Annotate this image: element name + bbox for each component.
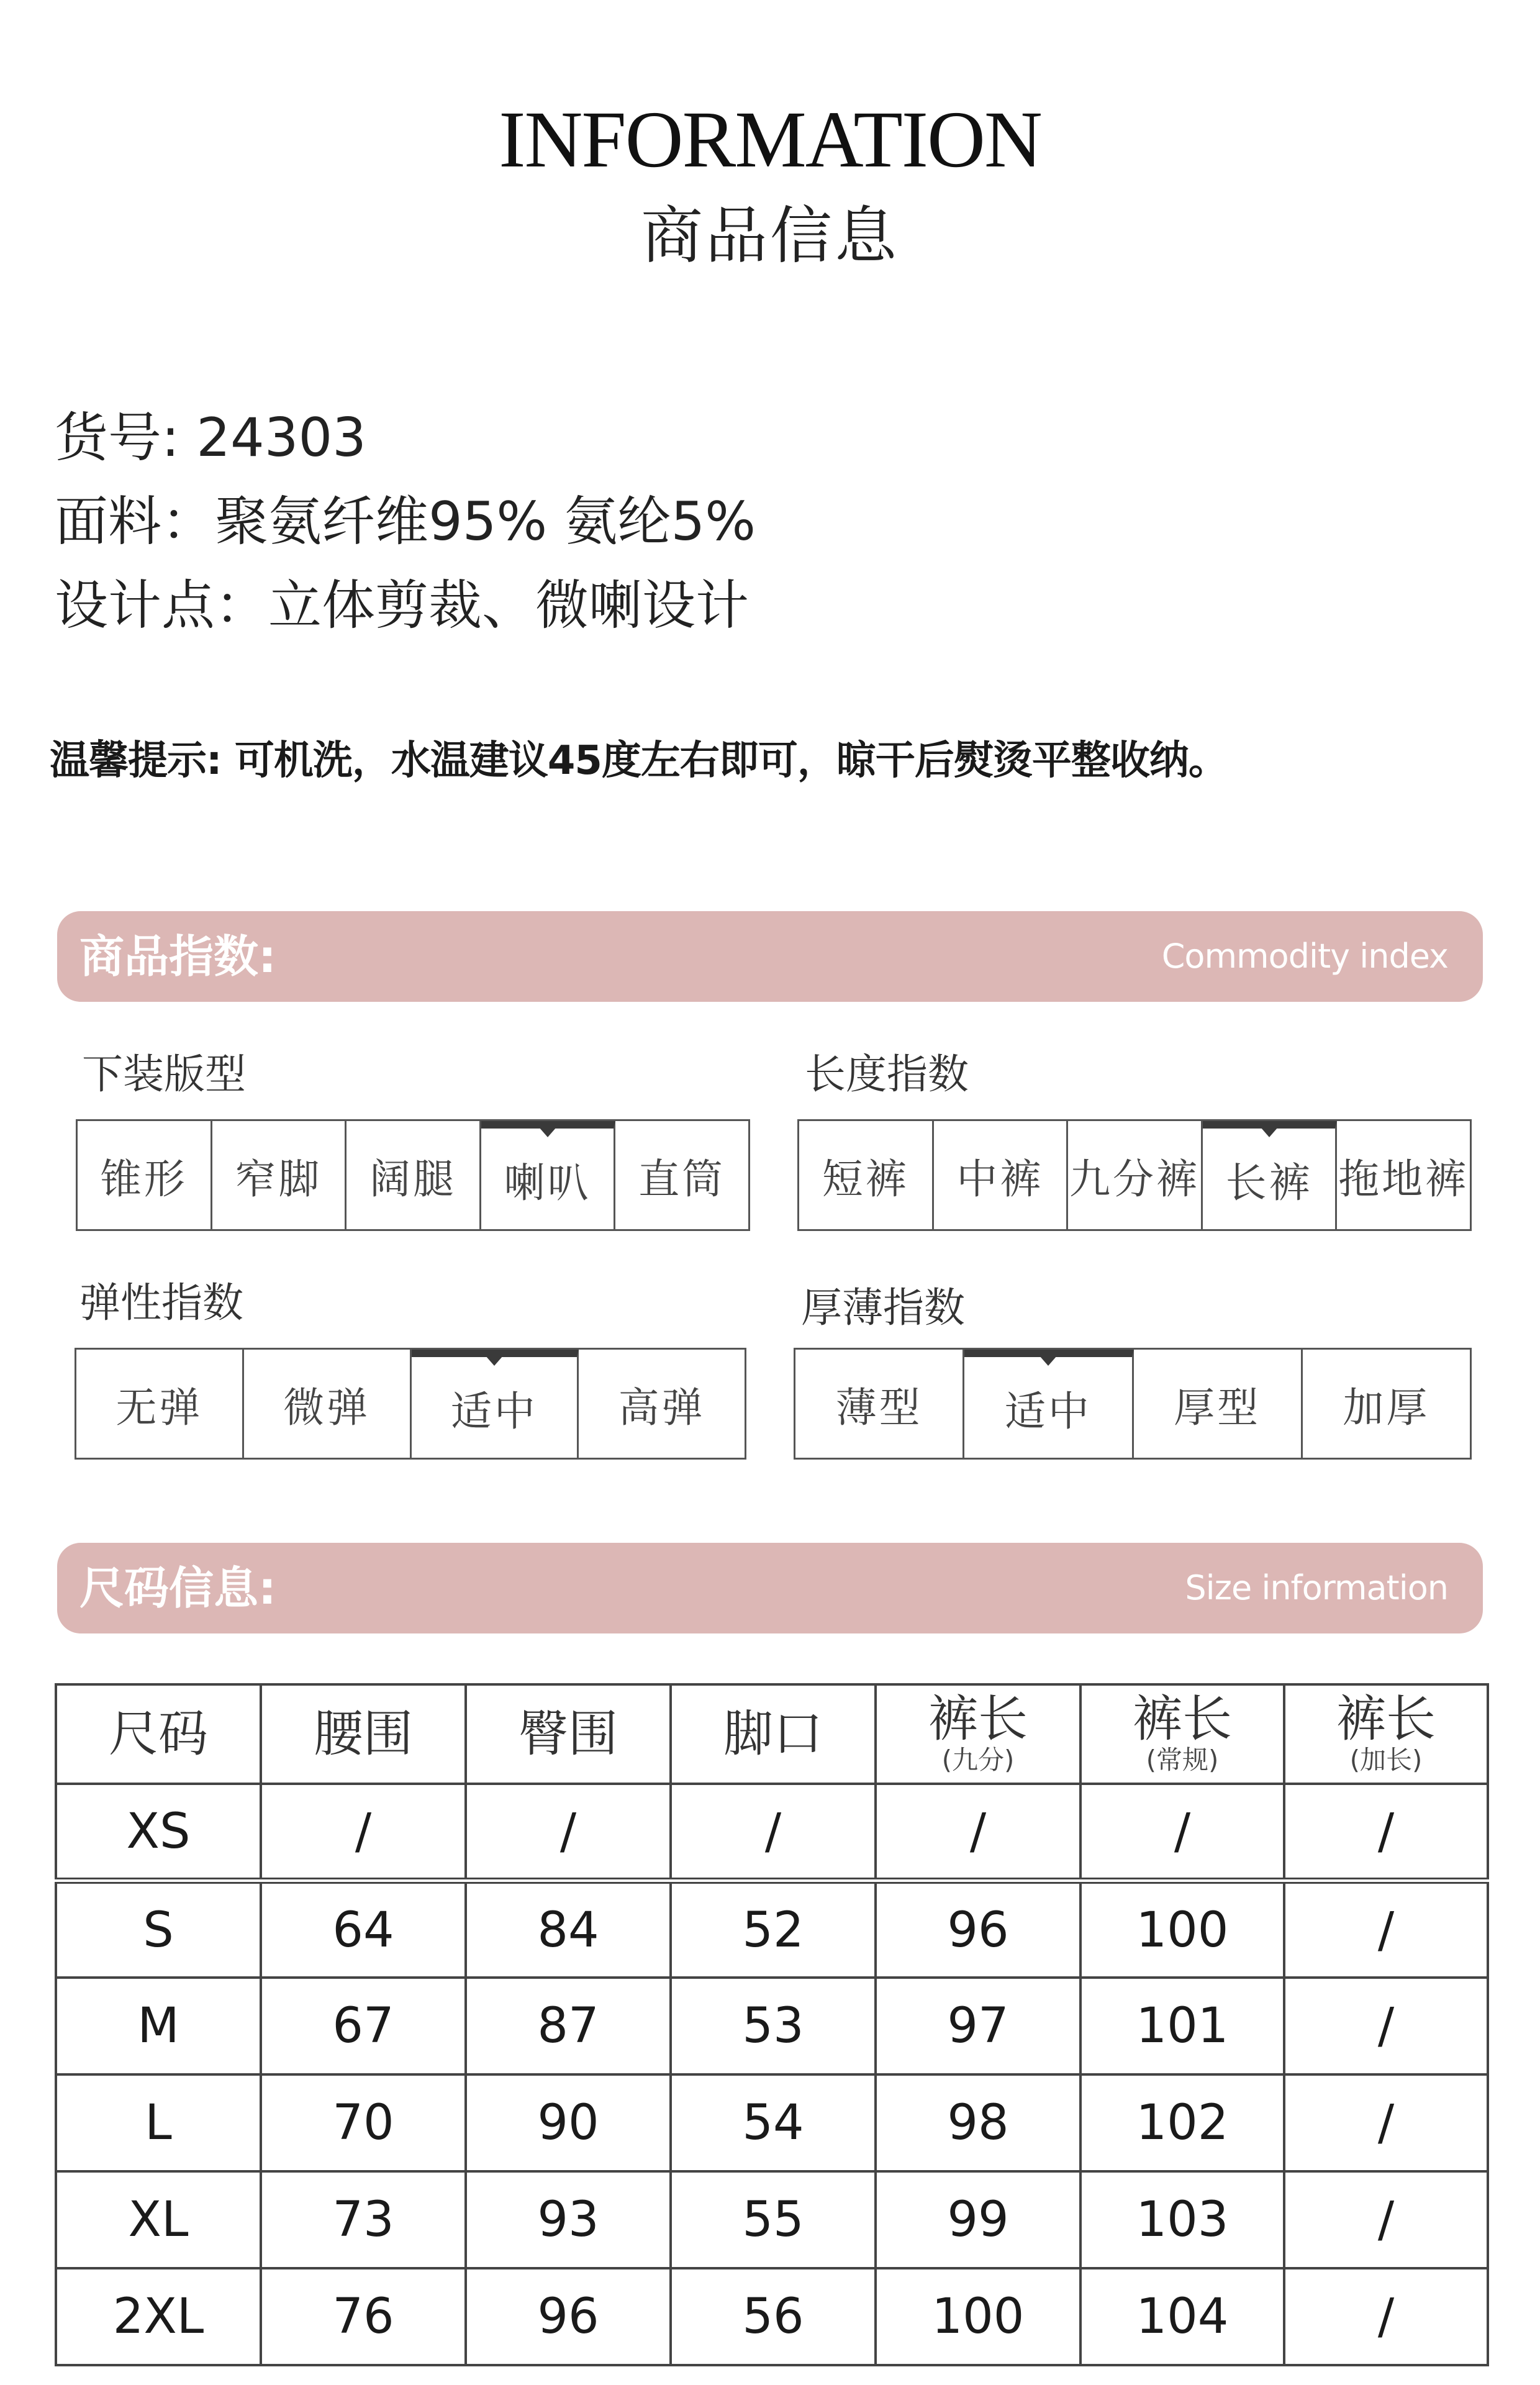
selected-marker-icon xyxy=(1040,1356,1057,1366)
size-table-header-cell xyxy=(466,1684,671,1784)
measurement-cell: 73 xyxy=(261,2171,466,2268)
index-option-label: 加厚 xyxy=(1343,1383,1430,1432)
size-table-body xyxy=(56,1784,1488,2365)
index-option-selected xyxy=(481,1121,616,1229)
index-option-label: 微弹 xyxy=(283,1383,371,1432)
index-option-label: 阔腿 xyxy=(369,1155,456,1203)
measurement-cell: 70 xyxy=(261,2074,466,2171)
table-row xyxy=(56,1978,1488,2074)
product-sku: 货号: 24303 xyxy=(55,407,366,469)
measurement-cell: 84 xyxy=(466,1881,671,1978)
index-option-label: 窄脚 xyxy=(235,1155,322,1203)
index-option-label: 适中 xyxy=(1004,1387,1092,1435)
measurement-cell: / xyxy=(1284,2074,1488,2171)
index-option-row xyxy=(76,1119,750,1231)
size-table-header-cell xyxy=(671,1684,876,1784)
commodity-index-header xyxy=(57,911,1483,1002)
size-table-header-row xyxy=(56,1684,1488,1784)
measurement-cell: / xyxy=(1284,2171,1488,2268)
measurement-cell: 76 xyxy=(261,2268,466,2365)
table-row xyxy=(56,2074,1488,2171)
index-option xyxy=(795,1350,964,1458)
index-option-row xyxy=(75,1348,746,1460)
measurement-cell: / xyxy=(876,1784,1080,1881)
index-option-selected xyxy=(964,1350,1133,1458)
care-tip: 温馨提示: 可机洗，水温建议45度左右即可，晾干后熨烫平整收纳。 xyxy=(50,738,1228,784)
index-option xyxy=(212,1121,347,1229)
size-label-cell: 2XL xyxy=(56,2268,261,2365)
header-main-label: 臀围 xyxy=(519,1705,618,1763)
header-main-label: 尺码 xyxy=(109,1705,208,1763)
measurement-cell: 56 xyxy=(671,2268,876,2365)
index-option xyxy=(1134,1350,1303,1458)
index-option xyxy=(346,1121,481,1229)
header-main-label: 腰围 xyxy=(314,1705,413,1763)
measurement-cell: 104 xyxy=(1080,2268,1284,2365)
index-option xyxy=(76,1350,244,1458)
measurement-cell: 87 xyxy=(466,1978,671,2074)
measurement-cell: 99 xyxy=(876,2171,1080,2268)
measurement-cell: 102 xyxy=(1080,2074,1284,2171)
table-row xyxy=(56,1881,1488,1978)
measurement-cell: / xyxy=(1284,1784,1488,1881)
header-main-label: 裤长 xyxy=(1133,1690,1232,1748)
product-design-points: 设计点：立体剪裁、微喇设计 xyxy=(55,575,749,637)
index-option xyxy=(244,1350,412,1458)
measurement-cell: 54 xyxy=(671,2074,876,2171)
page-title-chinese: 商品信息 xyxy=(641,199,899,272)
selected-marker-icon xyxy=(539,1127,556,1137)
header-main-label: 裤长 xyxy=(928,1690,1028,1748)
size-info-title: 尺码信息: xyxy=(79,1562,276,1614)
index-option-selected xyxy=(1203,1121,1338,1229)
size-label-cell: L xyxy=(56,2074,261,2171)
index-option-label: 厚型 xyxy=(1174,1383,1261,1432)
commodity-index-title-en: Commodity index xyxy=(1161,937,1448,976)
size-table-header-cell xyxy=(56,1684,261,1784)
index-option xyxy=(579,1350,745,1458)
measurement-cell: / xyxy=(261,1784,466,1881)
measurement-cell: 52 xyxy=(671,1881,876,1978)
measurement-cell: 100 xyxy=(876,2268,1080,2365)
page-title-english: INFORMATION xyxy=(499,95,1041,184)
index-option-label: 喇叭 xyxy=(504,1158,591,1207)
index-option-row xyxy=(797,1119,1472,1231)
size-label-cell: M xyxy=(56,1978,261,2074)
measurement-cell: 90 xyxy=(466,2074,671,2171)
measurement-cell: 96 xyxy=(466,2268,671,2365)
header-sub-label: (加长) xyxy=(1349,1745,1423,1775)
index-option-label: 中裤 xyxy=(956,1155,1044,1203)
header-sub-label: (常规) xyxy=(1146,1745,1219,1775)
measurement-cell: 100 xyxy=(1080,1881,1284,1978)
size-table-header-cell xyxy=(876,1684,1080,1784)
selected-marker-icon xyxy=(486,1356,503,1366)
selected-marker-icon xyxy=(1261,1127,1278,1137)
index-option-label: 无弹 xyxy=(116,1383,203,1432)
measurement-cell: / xyxy=(1284,1881,1488,1978)
index-option-label: 拖地裤 xyxy=(1338,1155,1469,1203)
table-row xyxy=(56,2171,1488,2268)
size-label-cell: XS xyxy=(56,1784,261,1881)
index-option xyxy=(799,1121,934,1229)
size-table xyxy=(55,1683,1489,2366)
size-label-cell: S xyxy=(56,1881,261,1978)
measurement-cell: / xyxy=(466,1784,671,1881)
header-main-label: 裤长 xyxy=(1336,1690,1436,1748)
index-option-label: 薄型 xyxy=(835,1383,923,1432)
index-option-label: 短裤 xyxy=(822,1155,909,1203)
measurement-cell: 93 xyxy=(466,2171,671,2268)
size-info-title-en: Size information xyxy=(1185,1568,1448,1607)
size-table-header-cell xyxy=(1080,1684,1284,1784)
measurement-cell: / xyxy=(1284,1978,1488,2074)
measurement-cell: 97 xyxy=(876,1978,1080,2074)
index-option xyxy=(615,1121,748,1229)
index-group-label: 长度指数 xyxy=(805,1050,969,1098)
index-option xyxy=(1337,1121,1470,1229)
index-option-label: 锥形 xyxy=(100,1155,188,1203)
measurement-cell: / xyxy=(671,1784,876,1881)
commodity-index-title: 商品指数: xyxy=(79,930,276,983)
size-info-header xyxy=(57,1543,1483,1633)
measurement-cell: 98 xyxy=(876,2074,1080,2171)
size-label-cell: XL xyxy=(56,2171,261,2268)
index-option xyxy=(78,1121,212,1229)
index-option-label: 高弹 xyxy=(618,1383,705,1432)
measurement-cell: / xyxy=(1080,1784,1284,1881)
measurement-cell: 101 xyxy=(1080,1978,1284,2074)
size-table-header-cell xyxy=(1284,1684,1488,1784)
size-table-header-cell xyxy=(261,1684,466,1784)
product-fabric: 面料：聚氨纤维95% 氨纶5% xyxy=(55,491,756,553)
measurement-cell: 55 xyxy=(671,2171,876,2268)
measurement-cell: / xyxy=(1284,2268,1488,2365)
index-option-selected xyxy=(412,1350,579,1458)
index-group-label: 下装版型 xyxy=(82,1050,246,1098)
table-row xyxy=(56,2268,1488,2365)
index-group-label: 弹性指数 xyxy=(79,1279,243,1327)
header-sub-label: (九分) xyxy=(941,1745,1015,1775)
index-option xyxy=(1303,1350,1470,1458)
index-option-row xyxy=(794,1348,1472,1460)
measurement-cell: 53 xyxy=(671,1978,876,2074)
index-option-label: 九分裤 xyxy=(1069,1155,1200,1203)
index-option-label: 直筒 xyxy=(638,1155,726,1203)
measurement-cell: 64 xyxy=(261,1881,466,1978)
index-group-label: 厚薄指数 xyxy=(801,1284,965,1332)
index-option xyxy=(1068,1121,1203,1229)
index-option xyxy=(934,1121,1069,1229)
measurement-cell: 103 xyxy=(1080,2171,1284,2268)
measurement-cell: 96 xyxy=(876,1881,1080,1978)
header-main-label: 脚口 xyxy=(723,1705,823,1763)
index-option-label: 适中 xyxy=(450,1387,538,1435)
index-option-label: 长裤 xyxy=(1225,1158,1313,1207)
measurement-cell: 67 xyxy=(261,1978,466,2074)
table-row xyxy=(56,1784,1488,1881)
